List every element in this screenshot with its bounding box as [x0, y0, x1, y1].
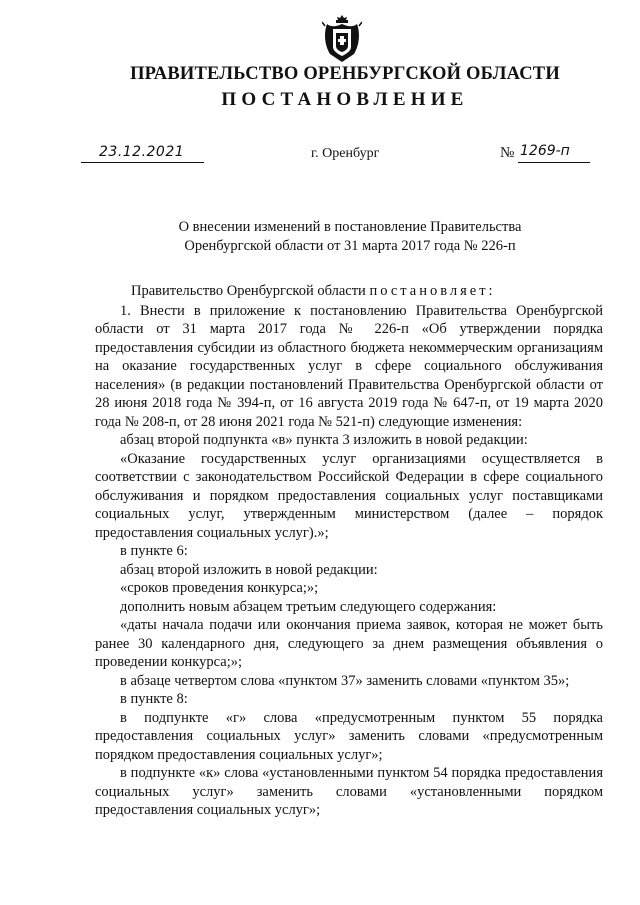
city-label: г. Оренбург — [311, 146, 380, 161]
subject-line-2: Оренбургской области от 31 марта 2017 года № 226-п — [184, 238, 516, 254]
preamble — [95, 282, 603, 301]
paragraph-6: «сроков проведения конкурса;»; — [120, 580, 319, 596]
preamble-start: Правительство Оренбургской области — [131, 283, 366, 299]
document-number — [500, 143, 600, 165]
coat-of-arms-emblem-icon — [322, 14, 362, 64]
document-body — [95, 282, 603, 820]
paragraph-7: дополнить новым абзацем третьим следующего содержания: — [120, 598, 497, 615]
number-label: № — [500, 145, 515, 161]
paragraph-11: в подпункте «г» слова «предусмотренным пунктом 55 порядка предоставления социальных услуг» заменить словами «предусмотренным порядком предоставления социальных услуг»; — [95, 709, 603, 763]
paragraph-2: абзац второй подпункта «в» пункта 3 изложить в новой редакции: — [120, 432, 528, 448]
preamble-spaced-word: постановляет: — [369, 283, 496, 299]
paragraph-4: в пункте 6: — [120, 543, 188, 559]
government-title: ПРАВИТЕЛЬСТВО ОРЕНБУРГСКОЙ ОБЛАСТИ — [130, 64, 560, 84]
paragraph-1: 1. Внести в приложение к постановлению Правительства Оренбургской области от 31 марта 2017 года № 226-п «Об утверждении порядка предоставления субсидии из областного бюджета некоммерческим организациям на оказание государственных услуг в сфере социального обслуживания населения» (в редакции постановлений Правительства Оренбургской области от 28 июня 2018 года № 394-п, от 16 августа 2019 года № 647-п, от 19 марта 2020 года № 208-п, от 28 июня 2021 года № 521-п) следующие изменения: — [95, 302, 603, 430]
document-subject — [130, 218, 570, 256]
paragraph-10: в пункте 8: — [120, 691, 188, 707]
paragraph-5: абзац второй изложить в новой редакции: — [120, 561, 378, 578]
document-date — [81, 144, 204, 166]
paragraph-12: в подпункте «к» слова «установленными пунктом 54 порядка предоставления социальных услуг» заменить словами «установленными порядком предоставления социальных услуг»; — [95, 765, 603, 818]
date-value: 23.12.2021 — [99, 144, 185, 160]
paragraph-3: «Оказание государственных услуг организациями осуществляется в соответствии с законодательством Российской Федерации в сфере социального обслуживания и порядком предоставления социальных услуг поставщиками социальных услуг, утвержденным министерством (далее – порядок предоставления социальных услуг).»; — [95, 450, 603, 541]
subject-line-1: О внесении изменений в постановление Правительства — [178, 219, 522, 235]
paragraph-8: «даты начала подачи или окончания приема заявок, которая не может быть ранее 30 календарного дня, следующего за днем размещения объявления о проведении конкурса;»; — [95, 617, 603, 670]
paragraph-9: в абзаце четвертом слова «пунктом 37» заменить словами «пунктом 35»; — [120, 672, 570, 689]
date-underline — [81, 162, 204, 163]
number-value: 1269-п — [520, 143, 570, 159]
document-type-title: ПОСТАНОВЛЕНИЕ — [221, 89, 469, 110]
number-underline — [518, 162, 590, 163]
